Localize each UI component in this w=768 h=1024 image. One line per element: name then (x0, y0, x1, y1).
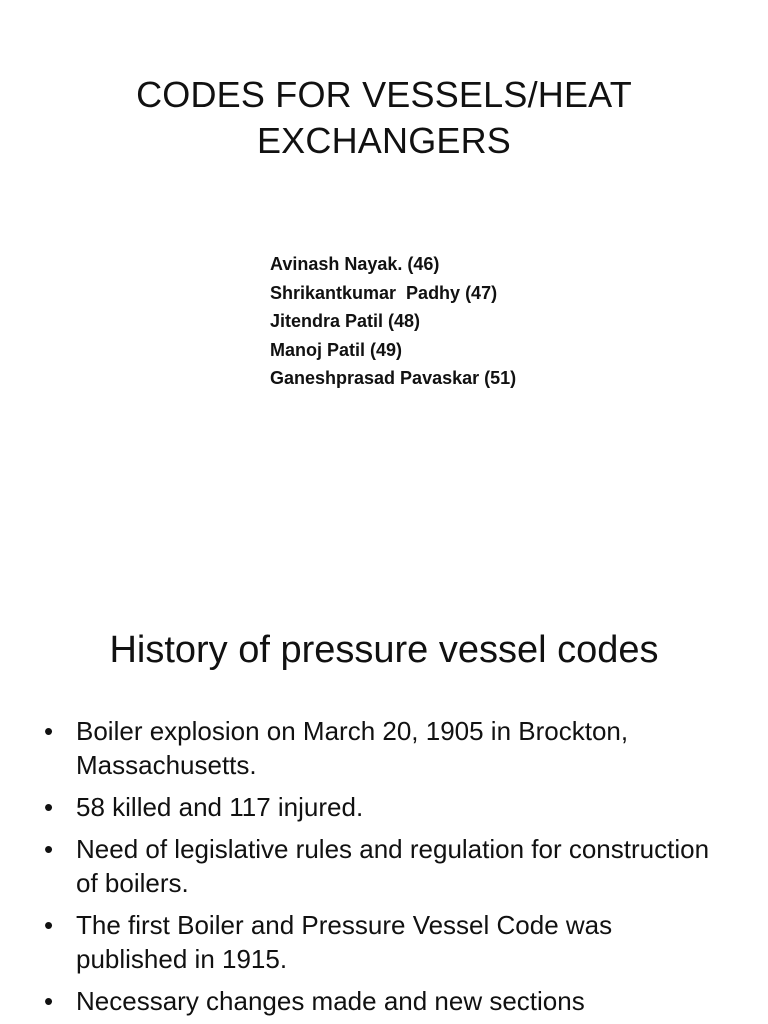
bullet-item (40, 908, 720, 976)
bullet-text: The first Boiler and Pressure Vessel Code was published in 1915. (76, 910, 613, 974)
bullet-text: Boiler explosion on March 20, 1905 in Brockton, Massachusetts. (76, 716, 629, 780)
author-item: Ganeshprasad Pavaskar (51) (270, 368, 517, 388)
author-item: Shrikantkumar Padhy (47) (270, 282, 498, 303)
bullet-icon: • (44, 986, 54, 1016)
bullet-text: Necessary changes made and new sections (76, 986, 585, 1016)
presentation-title (40, 72, 728, 164)
author-list (270, 250, 690, 393)
bullet-text: 58 killed and 117 injured. (76, 792, 364, 822)
author-item: Jitendra Patil (48) (270, 311, 421, 331)
title-line-2: EXCHANGERS (256, 120, 512, 161)
history-slide (0, 512, 768, 1024)
bullet-icon: • (44, 834, 54, 864)
bullet-list (40, 714, 720, 1024)
bullet-item (40, 790, 720, 824)
slide-title: History of pressure vessel codes (109, 629, 659, 671)
title-line-1: CODES FOR VESSELS/HEAT (136, 74, 632, 115)
bullet-text: Need of legislative rules and regulation for construction of boilers. (76, 834, 710, 898)
bullet-icon: • (44, 716, 54, 746)
author-item: Manoj Patil (49) (270, 339, 403, 360)
bullet-icon: • (44, 792, 54, 822)
bullet-item (40, 714, 720, 782)
bullet-icon: • (44, 910, 54, 940)
bullet-item (40, 832, 720, 900)
bullet-item (40, 984, 720, 1018)
author-item: Avinash Nayak. (46) (270, 254, 440, 274)
